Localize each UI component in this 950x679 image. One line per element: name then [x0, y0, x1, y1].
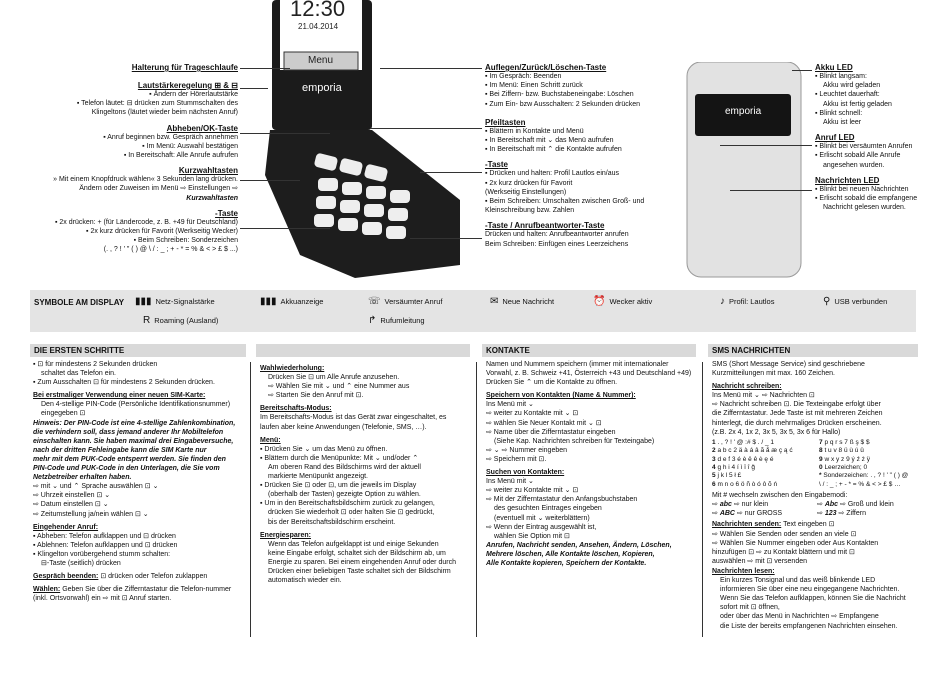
- text-line: die Zifferntastatur. Jede Taste ist mit mehreren Zeichen: [712, 410, 883, 418]
- subheading-sim: Bei erstmaliger Verwendung einer neuen SIM-Karte:: [33, 392, 206, 400]
- pointer-line: [370, 128, 482, 129]
- label-zero-title: -Taste / Anrufbeantworter-Taste: [485, 221, 605, 231]
- text-line: ▪ Drücken Sie ⊡ oder ⊡, um die jeweils im Display: [260, 482, 417, 490]
- key-chars: m n o 6 ö ñ ò ó ô õ ń: [717, 480, 778, 488]
- text-line: PIN-Code und PUK-Code in den Unterlagen, die Sie vom: [33, 465, 220, 473]
- text-line: ▪ Blättern durch die Menüpunkte: Mit ⌄ und/oder ⌃: [260, 454, 419, 462]
- column-sms: [712, 360, 922, 631]
- mode-desc: nur GROSS: [744, 510, 783, 518]
- pointer-line: [730, 190, 812, 191]
- text-line: ▪ Ablehnen: Telefon aufklappen und ⊡ drücken: [33, 541, 178, 549]
- key-chars: j k l 5 ł £: [717, 472, 742, 480]
- text-line: Ein kurzes Tonsignal und das weiß blinkende LED: [720, 577, 876, 585]
- key-label: 6: [712, 480, 716, 488]
- usb-icon: ⚲: [823, 296, 831, 307]
- section-heading-blank: [256, 344, 470, 357]
- mode-desc: Groß und klein: [847, 501, 894, 509]
- label-battery-l3: ▪ Leuchtet dauerhaft:: [815, 91, 880, 99]
- subheading-energy: Energiesparen:: [260, 531, 311, 539]
- phone-brand: emporia: [302, 82, 342, 94]
- label-zero-l1: Drücken und halten: Anrufbeantworter anrufen: [485, 231, 629, 239]
- mode-desc: Ziffern: [846, 510, 866, 518]
- phone-open-svg: [260, 0, 470, 278]
- label-call-led-l2: ▪ Erlischt sobald Alle Anrufe: [815, 152, 901, 160]
- text-line: eingegeben ⊡: [41, 410, 86, 418]
- symbol-silent: [720, 296, 774, 307]
- mode-row: ⇨ 123 ⇨ Ziffern: [817, 510, 866, 518]
- silent-profile-icon: ♪: [720, 296, 725, 307]
- mode-name: Abc: [824, 501, 839, 509]
- text-line: ▪ Klingelton vorübergehend stumm schalten:: [33, 550, 171, 558]
- symbol-new-message: [490, 296, 554, 307]
- symbol-label: Netz-Signalstärke: [155, 297, 215, 306]
- battery-icon: ▮▮▮: [260, 296, 277, 307]
- key-label: *: [819, 472, 822, 480]
- text-line: ⇨ weiter zu Kontakte mit ⌄ ⊡: [486, 410, 579, 418]
- pointer-line: [792, 70, 812, 71]
- label-battery-l1: ▪ Blinkt langsam:: [815, 73, 867, 80]
- mode-name: ABC: [719, 510, 735, 518]
- section-heading-contacts: KONTAKTE: [482, 344, 696, 357]
- text-line: Energie zu sparen. Bei einem eingehenden Anruf oder durch: [268, 558, 456, 566]
- label-end-l1: ▪ Im Gespräch: Beenden: [485, 73, 562, 80]
- phone-date: 21.04.2014: [298, 22, 339, 31]
- text-line: (eventuell mit ⌄ weiterblättern): [494, 514, 590, 522]
- text-line: einschalten kann. Sie haben maximal drei Eingabeversuche,: [33, 437, 234, 445]
- key-row: [712, 439, 815, 447]
- key-row: [712, 456, 815, 464]
- text-line: auswählen ⇨ mit ⊡ versenden: [712, 557, 807, 565]
- text-line: Mit # wechseln zwischen den Eingabemodi:: [712, 492, 848, 500]
- label-star-title: -Taste: [215, 208, 238, 218]
- text-line: ⇨ Uhrzeit einstellen ⊡ ⌄: [33, 492, 111, 500]
- text-line: ⊡ drücken oder Telefon zuklappen: [100, 573, 208, 581]
- pointer-line: [240, 88, 268, 89]
- key-label: 8: [819, 447, 823, 455]
- text-line: ⇨ weiter zu Kontakte mit ⌄ ⊡: [486, 487, 579, 495]
- label-end-title: Auflegen/Zurück/Löschen-Taste: [485, 63, 607, 72]
- text-line: drücken Sie wiederholt ⊡ oder halten Sie ⊡ gedrückt,: [268, 509, 435, 517]
- phone-clock: 12:30: [290, 0, 346, 21]
- envelope-icon: ✉: [490, 296, 499, 307]
- symbol-signal: [135, 296, 215, 307]
- mode-name: abc: [719, 501, 732, 509]
- key-chars: g h i 4 í ì ï î ğ: [717, 463, 756, 471]
- symbol-label: Wecker aktiv: [609, 297, 653, 306]
- text-line: ⇨ wählen Sie Neuer Kontakt mit ⌄ ⊡: [486, 419, 602, 427]
- label-ok-l1: ▪ Anruf beginnen bzw. Gespräch annehmen: [103, 133, 238, 141]
- label-speed-l1: » Mit einem Knopfdruck wählen« 3 Sekunden lang drücken.: [53, 176, 238, 184]
- open-phone-illustration: [260, 0, 470, 278]
- subheading-search-contact: Suchen von Kontakten:: [486, 469, 565, 477]
- text-line: hinterlegt, die durch mehrmaliges Drücken erscheinen.: [712, 419, 882, 427]
- symbol-bar: [30, 290, 916, 332]
- text-line: markierte Menüpunkt angezeigt.: [268, 473, 368, 481]
- text-line: Anrufen, Nachricht senden, Ansehen, Ändern, Löschen,: [486, 541, 672, 549]
- pointer-line: [380, 68, 482, 69]
- text-line: ⇨ Wählen Sie Nummer eingeben oder Aus Kontakten: [712, 539, 879, 547]
- text-line: Am oberen Rand des Bildschirms wird der aktuell: [268, 463, 421, 471]
- label-arrow-title: Pfeiltasten: [485, 117, 526, 127]
- pointer-line: [240, 133, 330, 134]
- symbol-label: Rufumleitung: [380, 316, 425, 325]
- text-line: Wenn Sie das Telefon aufklappen, können Sie die Nachricht: [720, 595, 906, 603]
- column-first-steps: [33, 360, 247, 603]
- text-line: hinzufügen ⊡ ⇨ zu Kontakt blättern und mit ⊡: [712, 548, 855, 556]
- text-line: Namen und Nummern speichern (immer mit internationaler: [486, 361, 669, 368]
- key-label: 1: [712, 438, 716, 446]
- closed-phone-illustration: [685, 62, 803, 282]
- column-contacts: [486, 360, 700, 568]
- section-heading-sms: SMS NACHRICHTEN: [708, 344, 918, 357]
- text-line: Text eingeben ⊡: [783, 521, 835, 529]
- mode-row: ⇨ abc ⇨ nur klein: [712, 501, 769, 509]
- roaming-icon: R: [143, 315, 151, 326]
- column-divider: [250, 362, 251, 637]
- key-row: [712, 472, 815, 480]
- label-end-l2: ▪ Im Menü: Einen Schritt zurück: [485, 82, 583, 90]
- label-ok-l3: ▪ In Bereitschaft: Alle Anrufe aufrufen: [123, 152, 238, 160]
- label-battery-l6: Akku ist leer: [823, 119, 862, 127]
- key-chars: Leerzeichen; 0: [824, 463, 868, 471]
- mode-row: ⇨ ABC ⇨ nur GROSS: [712, 510, 783, 518]
- key-chars: t u v 8 ü ù ú û: [824, 447, 864, 455]
- key-row: [712, 481, 815, 489]
- key-row: [712, 447, 815, 455]
- text-line: (Siehe Kap. Nachrichten schreiben für Texteingabe): [494, 437, 655, 445]
- column-divider: [702, 362, 703, 637]
- text-line: ▪ ⊡ für mindestens 2 Sekunden drücken: [33, 361, 158, 368]
- key-chars: p q r s 7 ß ş $ $: [824, 438, 870, 446]
- symbol-forward: [368, 315, 425, 326]
- label-call-led-l1: ▪ Blinkt bei versäumten Anrufen: [815, 143, 913, 151]
- text-line: laufen aber keine Anwendungen (Telefonie, SMS, …).: [260, 423, 427, 431]
- label-hash-l5: Kleinschreibung bzw. Zahlen: [485, 207, 575, 215]
- key-label: 4: [712, 463, 716, 471]
- text-line: SMS (Short Message Service) sind geschriebene: [712, 361, 865, 368]
- label-call-led-title: Anruf LED: [815, 133, 855, 143]
- key-chars: \ / : _ ; + - * = % & < > £ $ …: [819, 480, 901, 488]
- alarm-clock-icon: ⏰: [593, 296, 606, 307]
- symbol-battery: [260, 296, 323, 307]
- left-labels: [20, 63, 238, 255]
- text-line: ⇨ ⌄ ⇨ Nummer eingeben: [486, 446, 568, 454]
- symbol-usb: [823, 296, 887, 307]
- signal-icon: ▮▮▮: [135, 296, 152, 307]
- right-labels: [815, 63, 945, 212]
- text-line: ▪ Drücken Sie ⌄ um das Menü zu öffnen.: [260, 445, 388, 453]
- text-line: Wenn das Telefon aufgeklappt ist und einige Sekunden: [268, 540, 439, 548]
- text-line: Drücken einer beliebigen Taste schaltet sich der Bildschirm: [268, 567, 451, 575]
- text-line: ⇨ Starten Sie den Anruf mit ⊡.: [268, 392, 364, 400]
- subheading-write-message: Nachricht schreiben:: [712, 383, 782, 391]
- text-line: ⇨ mit ⌄ und ⌃ Sprache auswählen ⊡ ⌄: [33, 483, 159, 491]
- text-line: ⇨ Speichern mit ⊡.: [486, 455, 547, 463]
- label-call-led-l3: angesehen wurden.: [823, 161, 885, 169]
- label-star-l4: (. , ? ! ' " ( ) @ \ / : _ ; + - * = % & < > £ $ ...): [103, 246, 238, 254]
- text-line: informieren Sie über eine neu eingegangene Nachrichten.: [720, 586, 900, 594]
- label-star-l3: ▪ Beim Schreiben: Sonderzeichen: [133, 237, 238, 245]
- text-line: Ins Menü mit ⌄ ⇨ Nachrichten ⊡: [712, 392, 815, 400]
- pointer-line: [410, 238, 482, 239]
- mid-labels: [485, 63, 670, 249]
- key-label: 9: [819, 455, 823, 463]
- text-line: schaltet das Telefon ein.: [41, 370, 116, 378]
- text-line: Kurzmitteilungen mit max. 160 Zeichen.: [712, 370, 835, 378]
- mode-row: ⇨ Abc ⇨ Groß und klein: [817, 501, 894, 509]
- symbol-alarm: [593, 296, 652, 307]
- label-volume-title: Lautstärkeregelung ⊞ & ⊟: [137, 81, 238, 90]
- symbol-label: Neue Nachricht: [502, 297, 555, 306]
- text-line: ⇨ Wenn der Eintrag ausgewählt ist,: [486, 523, 597, 531]
- column-redial-menu: [260, 360, 472, 585]
- text-line: Den 4-stellige PIN-Code (Persönliche Identifikationsnummer): [41, 401, 231, 409]
- text-line: die verhindern soll, dass jemand anderer Ihr Mobiltelefon: [33, 428, 224, 436]
- label-arrow-l2: ▪ In Bereitschaft mit ⌄ das Menü aufrufen: [485, 137, 614, 145]
- subheading-end-call: Gespräch beenden:: [33, 573, 99, 581]
- label-msg-led-l2: ▪ Erlischt sobald die empfangene: [815, 195, 918, 203]
- missed-call-icon: ☏: [368, 296, 381, 307]
- label-battery-l2: Akku wird geladen: [823, 82, 881, 90]
- section-heading-first-steps: DIE ERSTEN SCHRITTE: [30, 344, 246, 357]
- label-hash-l4: ▪ Beim Schreiben: Umschalten zwischen Groß- und: [485, 198, 645, 206]
- label-speed-title: Kurzwahltasten: [178, 166, 238, 176]
- label-battery-title: Akku LED: [815, 63, 853, 72]
- label-hash-l2: ▪ 2x kurz drücken für Favorit: [485, 179, 573, 187]
- text-line: automatisch wieder ein.: [268, 577, 342, 585]
- label-volume-l1: ▪ Ändern der Hörerlautstärke: [149, 91, 238, 98]
- text-line: oder über das Menü in Nachrichten ⇨ Empfangene: [720, 613, 879, 621]
- text-line: Netzbetreiber erhalten haben.: [33, 474, 132, 482]
- subheading-send: Nachrichten senden:: [712, 521, 782, 529]
- key-label: 3: [712, 455, 716, 463]
- phone-closed-svg: [685, 62, 803, 282]
- label-arrow-l1: ▪ Blättern in Kontakte und Menü: [485, 127, 584, 135]
- text-line: ▪ Abheben: Telefon aufklappen und ⊡ drücken: [33, 532, 176, 540]
- label-ok-l2: ▪ Im Menü: Auswahl bestätigen: [142, 142, 238, 150]
- text-line: Mehrere löschen, Alle Kontakte löschen, Kopieren,: [486, 550, 655, 558]
- key-chars: d e f 3 é è ë ê ė ę é: [717, 455, 774, 463]
- text-line: Drücken Sie ⌃ um die Kontakte zu öffnen.: [486, 379, 618, 387]
- key-row: [819, 481, 922, 489]
- text-line: wählen Sie Option mit ⊡: [494, 532, 570, 540]
- text-line: Geben Sie über die Zifferntastatur die Telefon-nummer (inkl. Ortsvorwahl) ein ⇨ mit ⊡ Anruf starten.: [33, 586, 232, 603]
- text-line: die Liste der bereits empfangenen Nachrichten einsehen.: [720, 622, 898, 630]
- label-hash-l3: (Werkseitig Einstellungen): [485, 188, 567, 196]
- text-line: Vorwahl, z. B. Schweiz +41, Österreich +43 und Deutschland +49): [486, 370, 692, 378]
- label-battery-l5: ▪ Blinkt schnell:: [815, 109, 863, 117]
- key-char-table: [712, 439, 922, 489]
- pointer-line: [240, 68, 290, 69]
- column-divider: [476, 362, 477, 637]
- key-chars: . , ? ! ' @ :# $ . / _ 1: [717, 438, 775, 446]
- subheading-incoming: Eingehender Anruf:: [33, 523, 99, 531]
- call-forward-icon: ↱: [368, 315, 377, 326]
- pointer-line: [240, 180, 300, 181]
- text-line: ▪ Um in den Bereitschaftsbildschirm zurück zu gelangen,: [260, 500, 435, 508]
- subheading-standby: Bereitschafts-Modus:: [260, 405, 332, 413]
- text-line: ⇨ Nachricht schreiben ⊡. Die Texteingabe erfolgt über: [712, 401, 881, 409]
- text-line: ⇨ Name über die Zifferntastatur eingeben: [486, 428, 616, 436]
- text-line: Alle Kontakte kopieren, Speichern der Kontakte.: [486, 559, 647, 567]
- text-line: keine Eingabe erfolgt, schaltet sich der Bildschirm ab, um: [268, 549, 446, 557]
- subheading-redial: Wahlwiederholung:: [260, 365, 325, 372]
- key-row: [819, 439, 922, 447]
- label-hash-title: -Taste: [485, 160, 508, 170]
- symbol-label: Akkuanzeige: [280, 297, 324, 306]
- text-line: mehr mit dem PUK-Code entsperrt werden. Sie finden den: [33, 455, 226, 463]
- mode-desc: nur klein: [741, 501, 769, 509]
- key-label: 7: [819, 438, 823, 446]
- key-chars: Sonderzeichen: . , ? ! ' " ( ) @: [823, 472, 909, 480]
- label-strap-title: Halterung für Trageschlaufe: [131, 63, 238, 72]
- symbol-roaming: [143, 315, 218, 326]
- label-battery-l4: Akku ist fertig geladen: [823, 100, 892, 108]
- key-chars: a b c 2 ä à á â ã å æ ç ą ć: [717, 447, 793, 455]
- label-msg-led-title: Nachrichten LED: [815, 175, 880, 185]
- key-row: [819, 472, 922, 480]
- label-msg-led-l3: Nachricht gelesen wurden.: [823, 204, 906, 212]
- text-line: nach der dritten Fehleingabe kann die SIM Karte nur: [33, 446, 207, 454]
- text-line: Drücken Sie ⊡ um Alle Anrufe anzusehen.: [268, 374, 400, 382]
- subheading-read: Nachrichten lesen:: [712, 567, 775, 575]
- symbol-label: USB verbunden: [834, 297, 888, 306]
- symbol-label: Profil: Lautlos: [729, 297, 775, 306]
- label-end-l3: ▪ Bei Ziffern- bzw. Buchstabeneingabe: Löschen: [485, 91, 634, 99]
- label-speed-l3: Kurzwahltasten: [186, 194, 238, 202]
- input-modes: [712, 500, 922, 518]
- subheading-dial: Wählen:: [33, 586, 61, 594]
- subheading-save-contact: Speichern von Kontakten (Name & Nummer):: [486, 392, 636, 400]
- text-line: ▪ Zum Ausschalten ⊡ für mindestens 2 Sekunden drücken.: [33, 379, 215, 387]
- text-line: ⇨ Wählen Sie Senden oder senden an viele ⊡: [712, 530, 857, 538]
- pointer-line: [420, 172, 482, 173]
- text-line: sofort mit ⊡ öffnen,: [720, 604, 780, 612]
- pointer-line: [720, 145, 812, 146]
- symbol-label: Versäumter Anruf: [384, 297, 443, 306]
- label-zero-l2: Beim Schreiben: Einfügen eines Leerzeichens: [485, 240, 629, 248]
- text-line: Ins Menü mit ⌄: [486, 401, 534, 409]
- key-label: 0: [819, 463, 823, 471]
- symbol-missed-call: [368, 296, 442, 307]
- label-star-l1: ▪ 2x drücken: + (für Ländercode, z. B. +49 für Deutschland): [54, 218, 238, 226]
- label-arrow-l3: ▪ In Bereitschaft mit ⌃ die Kontakte aufrufen: [485, 146, 622, 154]
- label-volume-l2: ▪ Telefon läutet: ⊟ drücken zum Stummschalten des: [76, 100, 238, 108]
- text-line: (z.B. 2x 4, 1x 2, 3x 5, 3x 5, 3x 6 für Hallo): [712, 428, 841, 436]
- label-speed-l2: Ändern oder Zuweisen im Menü ⇨ Einstellungen ⇨: [79, 185, 238, 193]
- text-line: Ins Menü mit ⌄: [486, 478, 534, 486]
- label-msg-led-l1: ▪ Blinkt bei neuen Nachrichten: [815, 185, 909, 193]
- text-line: des gesuchten Eintrages eingeben: [494, 505, 602, 513]
- phone-right-brand: emporia: [725, 106, 762, 117]
- text-line: ⇨ Wählen Sie mit ⌄ und ⌃ eine Nummer aus: [268, 383, 410, 391]
- text-line: ⇨ Zeitumstellung ja/nein wählen ⊡ ⌄: [33, 510, 149, 518]
- text-line: ⊟-Taste (seitlich) drücken: [41, 559, 121, 567]
- text-line: ⇨ Datum einstellen ⊡ ⌄: [33, 501, 109, 509]
- mode-name: 123: [824, 510, 837, 518]
- text-line: Hinweis: Der PIN-Code ist eine 4-stellige Zahlenkombination,: [33, 419, 236, 427]
- pointer-line: [240, 228, 330, 229]
- subheading-menu: Menü:: [260, 436, 281, 444]
- key-row: [819, 456, 922, 464]
- key-label: 5: [712, 472, 716, 480]
- symbol-label: Roaming (Ausland): [154, 316, 219, 325]
- key-row: [819, 464, 922, 472]
- key-label: 2: [712, 447, 716, 455]
- key-chars: w x y z 9 ý ź ż ÿ: [824, 455, 870, 463]
- text-line: ⇨ Mit der Zifferntastatur den Anfangsbuchstaben: [486, 496, 638, 504]
- key-row: [819, 447, 922, 455]
- phone-menu-label: Menu: [308, 55, 334, 66]
- key-row: [712, 464, 815, 472]
- label-hash-l1: ▪ Drücken und halten: Profil Lautlos ein/aus: [485, 170, 620, 178]
- symbol-heading: SYMBOLE AM DISPLAY: [34, 298, 125, 307]
- text-line: (oberhalb der Tasten) gezeigte Option zu wählen.: [268, 491, 421, 499]
- label-end-l4: ▪ Zum Ein- bzw Ausschalten: 2 Sekunden drücken: [485, 100, 641, 108]
- label-volume-l3: Klingeltons (läutet wieder beim nächsten Anruf): [91, 109, 238, 117]
- text-line: Im Bereitschafts-Modus ist das Gerät zwar eingeschaltet, es: [260, 414, 447, 422]
- label-ok-title: Abheben/OK-Taste: [166, 123, 238, 133]
- text-line: bis der Bereitschaftsbildschirm erscheint.: [268, 518, 396, 526]
- label-star-l2: ▪ 2x kurz drücken für Favorit (Werkseitig Wecker): [86, 228, 238, 236]
